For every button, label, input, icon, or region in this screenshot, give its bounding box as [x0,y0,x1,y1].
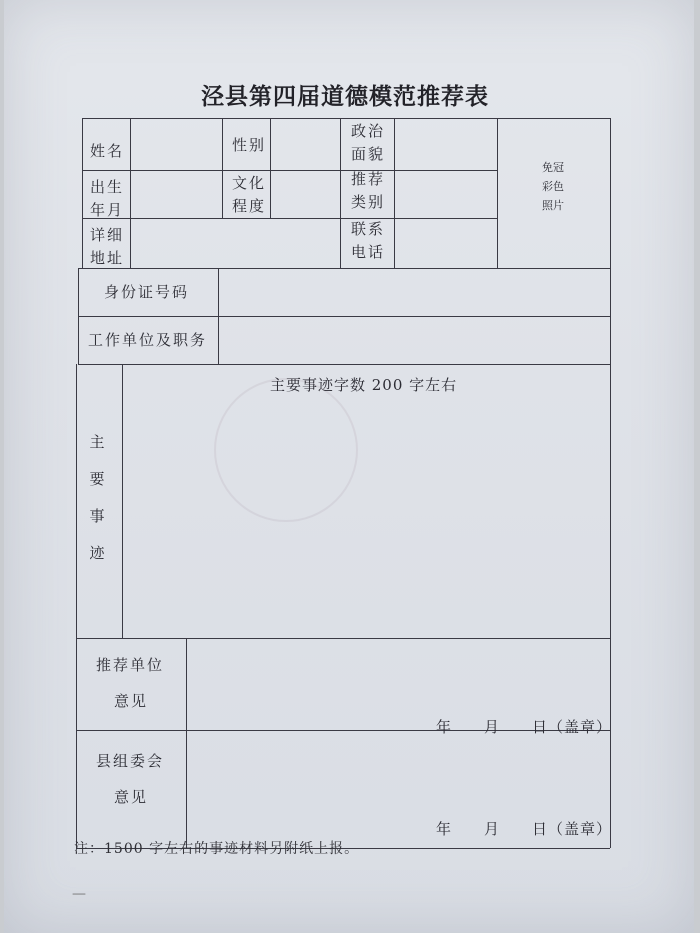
committee-opinion-label-2: 意见 [114,788,149,806]
category-label [344,168,392,214]
table-line [122,364,123,638]
phone-label-line2: 电话 [350,243,385,261]
education-label [232,172,266,218]
deeds-label-char: 迹 [89,544,107,562]
address-label [90,224,124,270]
table-line [82,170,497,171]
table-line [82,218,497,219]
phone-label-line1: 联系 [350,220,385,238]
birth-label-line1: 出生 [90,178,125,196]
deeds-label-char: 主 [89,433,107,451]
unit-opinion-label-2: 意见 [114,692,149,710]
address-label-line2: 地址 [90,249,125,267]
photo-placeholder [535,158,571,215]
table-line [394,118,395,268]
table-line [218,268,219,364]
birth-label [90,176,124,222]
photo-text-line3: 照片 [542,199,564,212]
political-status-label-line2: 面貌 [350,145,385,163]
form-title: 泾县第四届道德模范推荐表 [201,83,489,110]
education-label-line2: 程度 [232,197,267,215]
political-status-label [344,120,392,166]
table-line [270,118,271,218]
gender-label: 性别 [232,136,267,154]
table-line [78,364,610,365]
birth-label-line2: 年月 [90,201,125,219]
table-line [186,638,187,848]
committee-opinion-date-seal: 年 月 日（盖章） [436,820,613,838]
table-line [340,118,341,268]
photo-text-line2: 彩色 [542,180,564,193]
table-line [130,118,131,268]
photo-text-line1: 免冠 [542,161,564,174]
deeds-label-char: 事 [89,507,107,525]
deeds-hint: 主要事迹字数 200 字左右 [270,376,458,394]
table-line [497,118,498,268]
unit-opinion-date-seal: 年 月 日（盖章） [436,718,613,736]
category-label-line2: 类别 [350,193,385,211]
table-line [78,316,610,317]
deeds-label [88,424,108,572]
phone-label [344,218,392,264]
table-line [76,364,77,848]
footnote: 注：1500 字左右的事迹材料另附纸上报。 [74,841,360,857]
committee-opinion-label-1: 县组委会 [96,752,165,770]
id-number-label: 身份证号码 [104,283,190,301]
unit-opinion-label-1: 推荐单位 [96,656,165,674]
category-label-line1: 推荐 [350,170,385,188]
education-label-line1: 文化 [232,174,267,192]
political-status-label-line1: 政治 [350,122,385,140]
workplace-label: 工作单位及职务 [88,331,208,349]
footer-mark: — [72,886,86,902]
name-label: 姓名 [90,142,125,160]
table-line [82,118,83,268]
address-label-line1: 详细 [90,226,125,244]
table-line [78,268,610,269]
table-line [82,118,610,119]
table-line [222,118,223,218]
table-line [78,268,79,364]
deeds-label-char: 要 [89,470,107,488]
table-line [76,638,610,639]
